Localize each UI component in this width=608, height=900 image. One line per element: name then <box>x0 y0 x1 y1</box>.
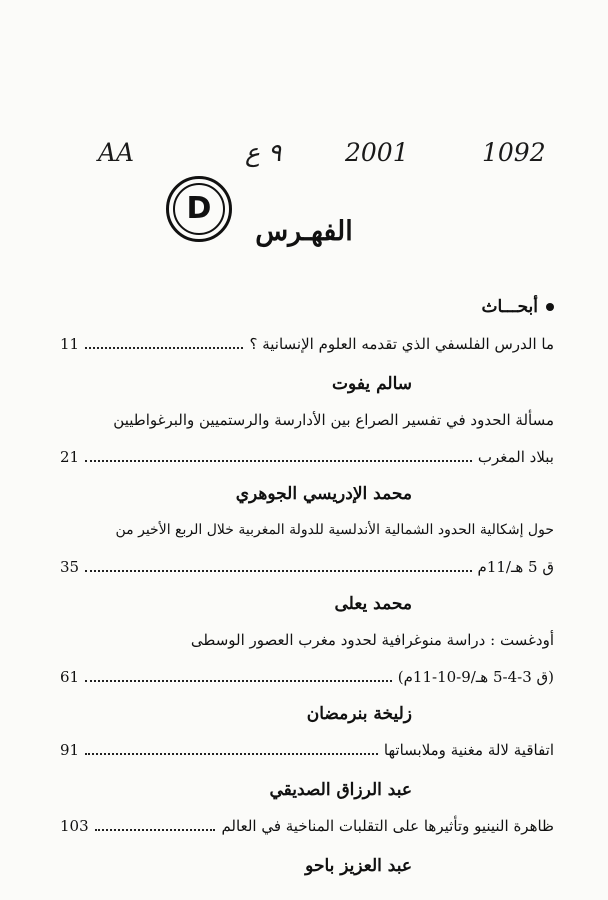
toc-entry <box>60 512 554 548</box>
page-number: 21 <box>60 448 80 466</box>
dot-leader <box>95 829 216 831</box>
section-heading <box>60 288 554 326</box>
entry-title: حول إشكالية الحدود الشمالية الأندلسية للدولة المغربية خلال الربع الأخير من <box>115 522 554 538</box>
handwritten-number: 1092 <box>482 138 546 167</box>
page-number: 61 <box>60 668 80 686</box>
entry-title: اتفاقية لالة مغنية وملابساتها <box>383 741 554 759</box>
toc-entry <box>60 622 554 658</box>
page-title: الفهـرس <box>255 216 353 247</box>
entry-title-continued: (ق 3-4-5 هـ/9-10-11م) <box>397 668 554 686</box>
toc-entry <box>60 326 554 362</box>
toc-entry <box>60 808 554 844</box>
page-number: 91 <box>60 741 80 759</box>
table-of-contents <box>60 288 554 884</box>
dot-leader <box>85 347 243 349</box>
toc-entry-continuation <box>60 552 554 582</box>
entry-author: زليخة بنرمضان <box>306 704 412 724</box>
stamp-letter: D <box>173 183 225 235</box>
entry-author: عبد العزيز باحو <box>305 856 412 876</box>
entry-title-continued: ببلاد المغرب <box>477 448 554 466</box>
toc-entry <box>60 402 554 438</box>
dot-leader <box>85 680 392 682</box>
handwritten-code: AA <box>98 138 135 167</box>
page-number: 103 <box>60 817 89 835</box>
entry-author: محمد يعلى <box>334 594 412 614</box>
toc-entry-continuation <box>60 442 554 472</box>
entry-title: أودغست : دراسة منوغرافية لحدود مغرب العصور الوسطى <box>190 631 554 649</box>
entry-author: عبد الرزاق الصديقي <box>269 780 412 800</box>
toc-entry <box>60 732 554 768</box>
bullet-icon <box>546 303 554 311</box>
handwritten-month: ٩ ع <box>245 138 282 167</box>
entry-title: ظاهرة النينيو وتأثيرها على التقلبات المناخية في العالم <box>221 817 554 835</box>
section-label: أبحـــاث <box>481 297 538 317</box>
dot-leader <box>85 570 471 572</box>
toc-entry-continuation <box>60 662 554 692</box>
entry-title: مسألة الحدود في تفسير الصراع بين الأدارسة والرستميين والبرغواطيين <box>113 411 554 429</box>
dot-leader <box>85 753 378 755</box>
entry-author: محمد الإدريسي الجوهري <box>235 484 412 504</box>
dot-leader <box>85 460 472 462</box>
entry-author: سالم يفوت <box>332 374 412 394</box>
entry-title: ما الدرس الفلسفي الذي تقدمه العلوم الإنسانية ؟ <box>249 335 554 353</box>
entry-title-continued: ق 5 هـ/11م <box>477 558 554 576</box>
page-number: 11 <box>60 335 80 353</box>
page-number: 35 <box>60 558 80 576</box>
handwritten-year: 2001 <box>345 138 409 167</box>
